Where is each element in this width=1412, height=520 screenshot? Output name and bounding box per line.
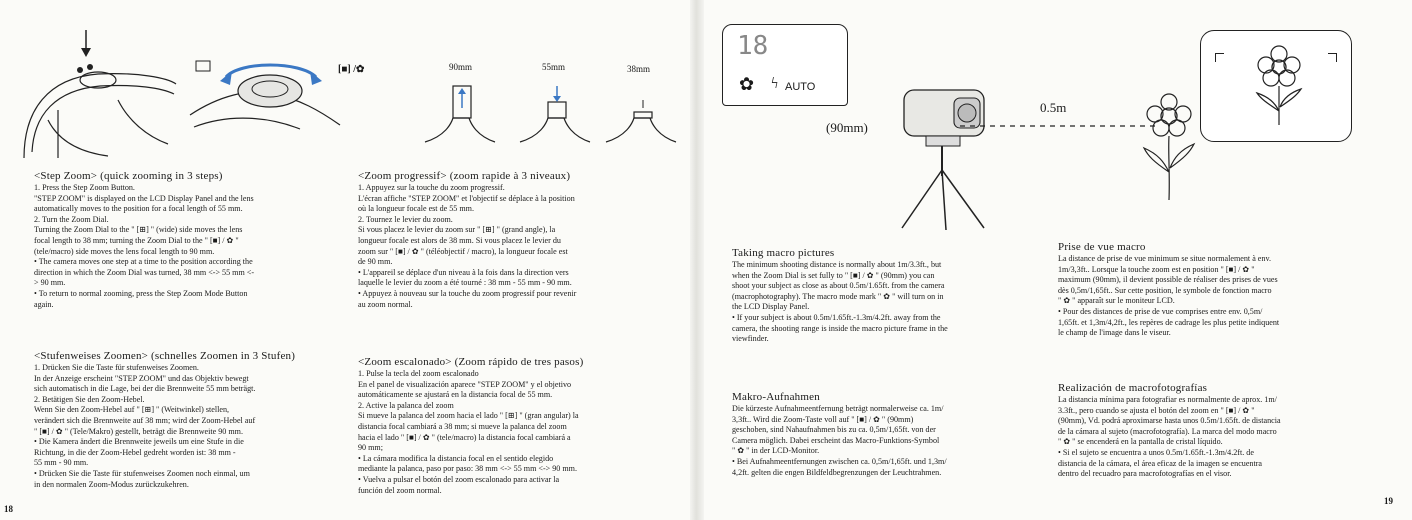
body-line: In der Anzeige erscheint "STEP ZOOM" und das Objektiv bewegt [34, 373, 249, 383]
body-line: • Appuyez à nouveau sur la touche du zoom progressif pour revenir [358, 288, 577, 298]
body-line: shoot your subject as close as about 0.5m/1.65ft. from the camera [732, 281, 945, 291]
macro-flower-icon: ✿ [739, 74, 755, 94]
body-line: the LCD Display Panel. [732, 302, 810, 312]
body-line: 1. Pulse la tecla del zoom escalonado [358, 369, 479, 378]
body-line: again. [34, 299, 54, 309]
body-line: 2. Turn the Zoom Dial. [34, 214, 109, 224]
body-line: 3.3ft., pero cuando se ajusta el botón del zoom en " [■] / ✿ " [1058, 405, 1255, 415]
lens-position-90mm-illustration [425, 78, 495, 148]
section-heading-english: <Step Zoom> (quick zooming in 3 steps) [34, 170, 223, 182]
focal-label-55mm: 55mm [542, 62, 566, 72]
body-line: La distance de prise de vue minimum se situe normalement à env. [1058, 254, 1271, 263]
body-line: Die kürzeste Aufnahmeentfernung beträgt normalerweise ca. 1m/ [732, 404, 944, 413]
body-line: En el panel de visualización aparece "STEP ZOOM" y el objetivo [358, 379, 572, 389]
body-line: • Bei Aufnahmeentfernungen zwischen ca. 0,5m/1,65ft. und 1,3m/ [732, 456, 947, 466]
body-line: 1,65ft. et 1,3m/4,2ft., les repères de cadrage les plus petite indiquent [1058, 317, 1280, 327]
body-line: distancia de la cámara, el área eficaz de la imagen se encuentra [1058, 458, 1263, 468]
body-line: automatically moves to the position for a focal length of 55 mm. [34, 204, 243, 214]
body-line: focal length to 38 mm; turning the Zoom Dial to the " [■] / ✿ " [34, 235, 239, 245]
body-line: viewfinder. [732, 334, 769, 344]
section-heading-german: <Stufenweises Zoomen> (schnelles Zoomen in 3 Stufen) [34, 350, 296, 362]
body-line: • Die Kamera ändert die Brennweite jeweils um eine Stufe in die [34, 437, 244, 447]
body-line: • L'appareil se déplace d'un niveau à la fois dans la direction vers [358, 267, 569, 277]
section-heading-spanish: Realización de macrofotografías [1058, 382, 1208, 394]
right-page [702, 0, 1412, 520]
body-line: Camera möglich. Dabei erscheint das Macro-Funktions-Symbol [732, 435, 940, 445]
body-line: (tele/macro) side moves the lens focal length to 90 mm. [34, 246, 215, 256]
body-line: 3,3ft.. Wird die Zoom-Taste voll auf " [■] / ✿ " (90mm) [732, 414, 914, 424]
body-line: > 90 mm. [34, 278, 66, 288]
body-line: 1m/3,3ft.. Lorsque la touche zoom est en position " [■] / ✿ " [1058, 264, 1255, 274]
body-line: verändert sich die Brennweite auf 38 mm; wird der Zoom-Hebel auf [34, 415, 256, 425]
body-line: 1. Press the Step Zoom Button. [34, 183, 135, 192]
spanish-macro-section [1058, 382, 1382, 480]
body-line: dentro del recuadro para macrofotografías en el visor. [1058, 469, 1232, 479]
body-line: • The camera moves one step at a time to the position according the [34, 257, 253, 267]
macro-frame-corner-right [1328, 53, 1337, 62]
zoom-dial-illustration [190, 55, 340, 135]
body-line: " ✿ " in der LCD-Monitor. [732, 446, 820, 456]
body-line: sich automatisch in die Lage, bei der die Brennweite 55 mm beträgt. [34, 384, 256, 394]
body-line: • Drücken Sie die Taste für stufenweises Zoomen noch einmal, um [34, 468, 250, 478]
body-line: camera, the shooting range is inside the macro picture frame in the [732, 323, 948, 333]
focal-label-90mm: 90mm [449, 62, 473, 72]
body-line: • Pour des distances de prise de vue comprises entre env. 0,5m/ [1058, 306, 1263, 316]
body-line: • If your subject is about 0.5m/1.65ft.-1.3m/4.2ft. away from the [732, 312, 941, 322]
body-line: le champ de l'image dans le viseur. [1058, 328, 1171, 338]
page-number-left: 18 [4, 504, 13, 514]
french-macro-section [1058, 241, 1382, 339]
english-step-zoom-section [34, 170, 348, 310]
body-line: • Vuelva a pulsar el botón del zoom escalonado para activar la [358, 474, 560, 484]
body-line: Si mueve la palanca del zoom hacia el lado " [⊞] " (gran angular) la [358, 411, 579, 421]
flower-subject-illustration [1134, 92, 1204, 202]
body-line: " [■] / ✿ " (Tele/Makro) gestellt, beträgt die Brennweite 90 mm. [34, 426, 243, 436]
section-heading-german: Makro-Aufnahmen [732, 391, 820, 403]
flash-icon: ϟ [771, 75, 779, 92]
distance-label: 0.5m [1040, 100, 1067, 115]
body-line: función del zoom normal. [358, 485, 442, 495]
body-line: Richtung, in die der Zoom-Hebel gedreht worden ist: 38 mm - [34, 447, 236, 457]
body-line: 55 mm - 90 mm. [34, 458, 89, 468]
body-line: 1. Drücken Sie die Taste für stufenweises Zoomen. [34, 363, 199, 372]
body-line: (90mm), Vd. podrá aproximarse hasta unos 0.5m/1.65ft. de distancia [1058, 416, 1281, 426]
lcd-digits: 18 [737, 31, 769, 61]
left-page [0, 0, 700, 520]
body-line: de 90 mm. [358, 257, 393, 267]
english-macro-section [732, 247, 1042, 345]
body-line: laquelle le levier du zoom a été tourné : 38 mm - 55 mm - 90 mm. [358, 278, 572, 288]
spanish-step-zoom-section [358, 356, 678, 496]
lcd-display-panel [722, 24, 848, 106]
section-heading-french: <Zoom progressif> (zoom rapide à 3 niveaux) [358, 170, 571, 182]
body-line: distancia focal cambiará a 38 mm; si mueve la palanca del zoom [358, 421, 567, 431]
body-line: La distancia mínima para fotografiar es normalmente de aprox. 1m/ [1058, 395, 1277, 404]
lens-position-55mm-illustration [520, 78, 590, 148]
body-line: Turning the Zoom Dial to the " [⊞] " (wide) side moves the lens [34, 225, 243, 235]
body-line: L'écran affiche "STEP ZOOM" et l'objectif se déplace à la position [358, 193, 575, 203]
camera-on-tripod-illustration [884, 80, 1004, 230]
body-line: The minimum shooting distance is normally about 1m/3.3ft., but [732, 260, 942, 269]
body-line: 90 mm; [358, 443, 383, 453]
zoom-dial-tele-macro-label: [■] /✿ [338, 64, 365, 75]
lens-position-38mm-illustration [606, 78, 676, 148]
french-step-zoom-section [358, 170, 678, 310]
body-line: • La cámara modifica la distancia focal en el sentido elegido [358, 453, 554, 463]
body-line: Wenn Sie den Zoom-Hebel auf " [⊞] " (Weitwinkel) stellen, [34, 405, 230, 415]
body-line: 2. Betätigen Sie den Zoom-Hebel. [34, 394, 145, 404]
german-step-zoom-section [34, 350, 348, 490]
viewfinder-flower-illustration [1249, 45, 1309, 125]
body-line: • To return to normal zooming, press the Step Zoom Mode Button [34, 288, 248, 298]
step-zoom-button-arrow [80, 30, 92, 58]
body-line: geschoben, sind Nahaufnahmen bis zu ca. 0,5m/1,65ft. von der [732, 425, 936, 435]
body-line: automáticamente se ajustará en la distancia focal de 55 mm. [358, 390, 553, 400]
body-line: • Si el sujeto se encuentra a unos 0.5m/1.65ft.-1.3m/4.2ft. de [1058, 447, 1254, 457]
body-line: 4,2ft. gelten die engen Bildfeldbegrenzungen der Leuchtrahmen. [732, 467, 942, 477]
body-line: when the Zoom Dial is set fully to " [■] / ✿ " (90mm) you can [732, 270, 935, 280]
german-macro-section [732, 391, 1042, 478]
body-line: où la longueur focale est de 55 mm. [358, 204, 474, 214]
body-line: hacia el lado " [■] / ✿ " (tele/macro) la distancia focal cambiará a [358, 432, 571, 442]
body-line: longueur focale est alors de 38 mm. Si vous placez le levier du [358, 235, 561, 245]
viewfinder-frame [1200, 30, 1352, 142]
section-heading-spanish: <Zoom escalonado> (Zoom rápido de tres pasos) [358, 356, 584, 368]
body-line: " ✿ " se encenderá en la pantalla de cristal líquido. [1058, 437, 1223, 447]
body-line: mediante la palanca, paso por paso: 38 mm <-> 55 mm <-> 90 mm. [358, 464, 577, 474]
camera-top-illustration [18, 40, 178, 160]
body-line: maximum (90mm), il devient possible de réaliser des prises de vues [1058, 275, 1278, 285]
body-line: " ✿ " apparaît sur le moniteur LCD. [1058, 296, 1175, 306]
body-line: 1. Appuyez sur la touche du zoom progressif. [358, 183, 505, 192]
focal-label-38mm: 38mm [627, 64, 651, 74]
page-number-right: 19 [1384, 496, 1393, 506]
body-line: au zoom normal. [358, 299, 413, 309]
body-line: de la cámara al sujeto (macrofotografía). La marca del modo macro [1058, 426, 1277, 436]
body-line: direction in which the Zoom Dial was turned, 38 mm <-> 55 mm <- [34, 267, 255, 277]
body-line: (macrophotography). The macro mode mark " ✿ " will turn on in [732, 291, 944, 301]
macro-frame-corner-left [1215, 53, 1224, 62]
body-line: zoom sur " [■] / ✿ " (téléobjectif / macro), la longueur focale est [358, 246, 568, 256]
section-heading-english: Taking macro pictures [732, 247, 835, 259]
body-line: in den normalen Zoom-Modus zurückzukehren. [34, 479, 189, 489]
distance-dashed-line [960, 124, 1160, 128]
body-line: 2. Tournez le levier du zoom. [358, 214, 453, 224]
body-line: dès 0,5m/1,65ft.. Sur cette position, le symbole de fonction macro [1058, 285, 1272, 295]
flash-auto-label: AUTO [785, 81, 816, 93]
section-heading-french: Prise de vue macro [1058, 241, 1146, 253]
focal-length-label: (90mm) [826, 120, 868, 135]
body-line: 2. Active la palanca del zoom [358, 400, 454, 410]
body-line: Si vous placez le levier du zoom sur " [⊞] " (grand angle), la [358, 225, 556, 235]
body-line: "STEP ZOOM" is displayed on the LCD Display Panel and the lens [34, 193, 254, 203]
